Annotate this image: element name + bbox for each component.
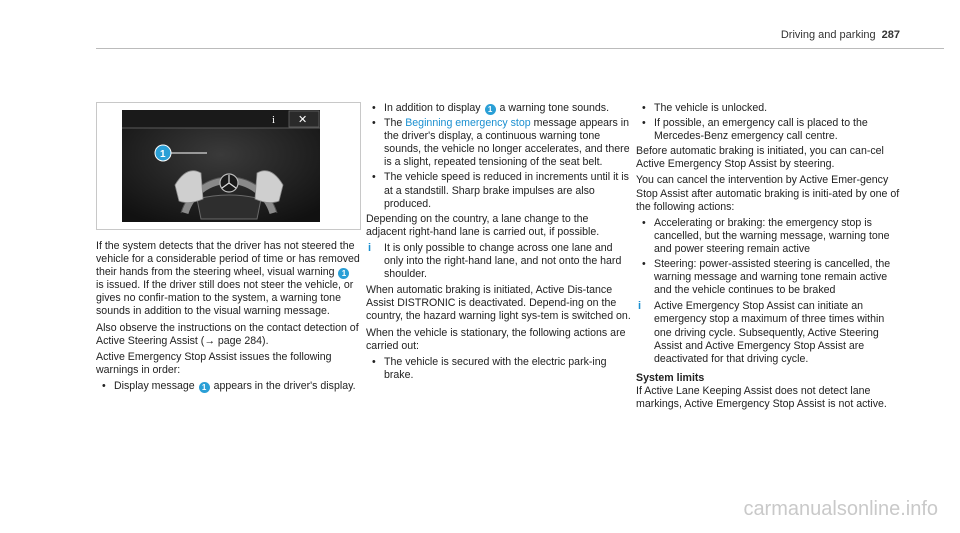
close-icon: ✕ [298, 114, 308, 126]
page-header [781, 29, 900, 41]
col3-bullets-2 [636, 217, 901, 298]
list-item: • If possible, an emergency call is placed to the Mercedes-Benz emergency call centre. [636, 117, 901, 143]
info-note-icon: i [368, 241, 372, 254]
info-note-icon: i [638, 300, 642, 313]
col3-note: i Active Emergency Stop Assist can initiate an emergency stop a maximum of three times within one driving cycle. Subsequently, Active Steering Assist and Active Emergency Stop Assist are deactivated for that driving cycle. [638, 300, 885, 365]
col3-paragraph-2: You can cancel the intervention by Active Emer-gency Stop Assist after automatic braking is initi-ated by one of the following actions: [636, 174, 900, 213]
list-item: • Steering: power-assisted steering is cancelled, the warning message and warning tone remain active and the vehicle continues to be braked [636, 258, 901, 297]
col1-bullets [96, 380, 361, 393]
col3-paragraph-1: Before automatic braking is initiated, you can can-cel Active Emergency Stop Assist by steering. [636, 145, 884, 171]
col2-bullets-2 [366, 356, 631, 382]
col2-paragraph-2: When automatic braking is initiated, Active Dis-tance Assist DISTRONIC is deactivated. Depend-ing on the country, the hazard warning light sys-tem is switched on. [366, 284, 631, 323]
driver-display-illustration [97, 103, 360, 229]
col2-note: i It is only possible to change across one lane and only into the right-hand lane, and not onto the hard shoulder. [368, 241, 622, 281]
list-item: • Accelerating or braking: the emergency stop is cancelled, but the warning message, warning tone and power steering remain active [636, 217, 901, 256]
col1-paragraph-3: Active Emergency Stop Assist issues the following warnings in order: [96, 350, 332, 376]
marker-badge: 1 [338, 268, 349, 279]
col3-bullets-1 [636, 102, 901, 143]
marker-1-label: 1 [160, 149, 166, 160]
watermark: carmanualsonline.info [743, 498, 938, 520]
list-item: • In addition to display 1 a warning tone sounds. [366, 102, 631, 115]
column-1 [96, 240, 361, 395]
display-figure [96, 102, 361, 230]
marker-badge: 1 [199, 382, 210, 393]
column-2 [366, 102, 631, 384]
list-item: • The Beginning emergency stop message appears in the driver's display, a continuous warning tone sounds, the vehicle no longer accelerates, and there is a slight, repeated tensioning of the seat belt. [366, 117, 631, 169]
display-message-link[interactable]: Beginning emergency stop [405, 117, 531, 130]
info-icon: i [272, 114, 276, 126]
col1-paragraph-1: If the system detects that the driver has not steered the vehicle for a considerable period of time or has removed their hands from the steering wheel, visual warning 1 is issued. If the driver still does not steer the vehicle, or gives no confir-mation to the system, a warning tone sounds in addition to the visual warning message. [96, 240, 360, 318]
list-item: • Display message 1 appears in the driver's display. [96, 380, 361, 393]
col2-paragraph-1: Depending on the country, a lane change to the adjacent right-hand lane is carried out, if possible. [366, 212, 600, 238]
col3-paragraph-3: If Active Lane Keeping Assist does not detect lane markings, Active Emergency Stop Assist is not active. [636, 384, 887, 410]
header-rule [96, 48, 944, 49]
col2-bullets-1 [366, 102, 631, 211]
list-item: • The vehicle speed is reduced in increments until it is at a standstill. Sharp brake impulses are also produced. [366, 171, 631, 210]
col1-paragraph-2: Also observe the instructions on the contact detection of Active Steering Assist (→ page 284). [96, 321, 359, 347]
page-number: 287 [881, 29, 900, 41]
section-title: Driving and parking [780, 29, 876, 41]
col2-paragraph-3: When the vehicle is stationary, the following actions are carried out: [366, 326, 626, 352]
marker-badge: 1 [485, 104, 496, 115]
list-item: • The vehicle is secured with the electric park-ing brake. [366, 356, 631, 382]
list-item: • The vehicle is unlocked. [636, 102, 901, 115]
column-3 [636, 102, 901, 414]
system-limits-heading: System limits [636, 371, 705, 384]
